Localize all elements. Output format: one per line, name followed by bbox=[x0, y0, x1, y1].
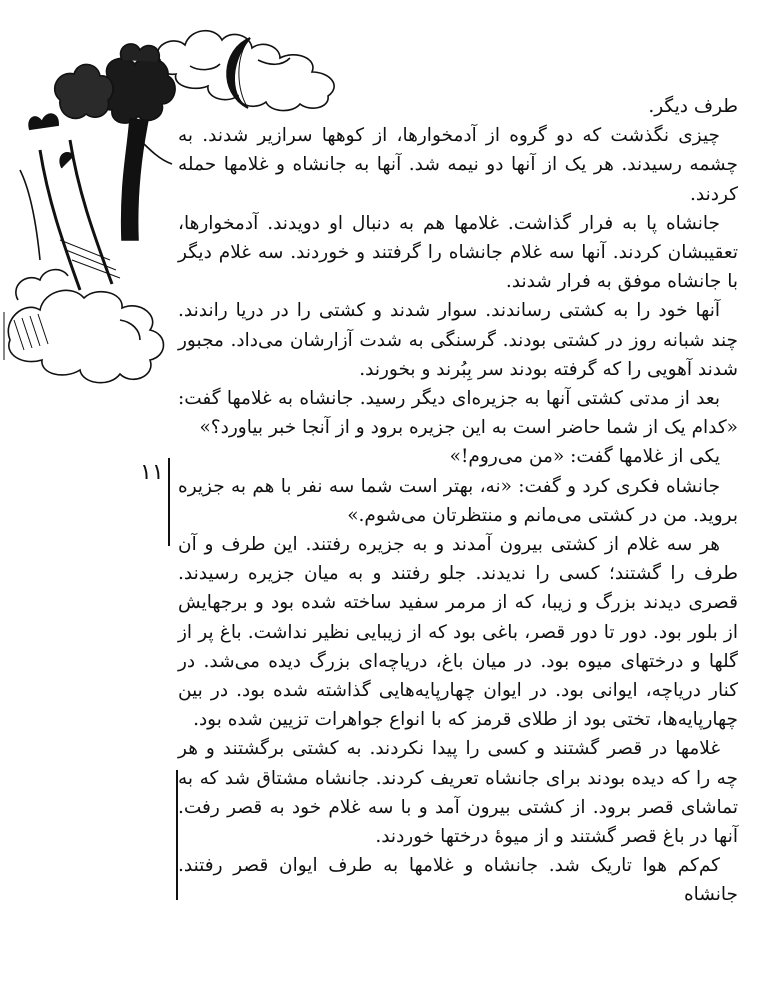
paragraph: چیزی نگذشت که دو گروه از آدمخوارها، از کوهها سرازیر شدند. به چشمه رسیدند. هر یک از آنها دو نیمه شد. آنها به جانشاه و غلامها حمله کردند. bbox=[178, 125, 738, 205]
paragraph: جانشاه پا به فرار گذاشت. غلامها هم به دنبال او دویدند. آدمخوارها، تعقیبشان کردند. آنها سه غلام جانشاه را گرفتند و خوردند. سه غلام دیگر با جانشاه موفق به فرار شدند. bbox=[178, 212, 738, 293]
paragraph: آنها خود را به کشتی رساندند. سوار شدند و کشتی را در دریا راندند. چند شبانه روز در کشتی بودند. گرسنگی به شدت آزارشان می‌داد. مجبور شدند آهویی را که گرفته بودند سر بِبُرند و بخورند. bbox=[178, 300, 738, 380]
page-number: ۱۱ bbox=[140, 460, 164, 485]
paragraph: طرف دیگر. bbox=[648, 96, 738, 117]
cloud-icon bbox=[4, 270, 164, 383]
story-text bbox=[178, 92, 738, 910]
paragraph: یکی از غلامها گفت: «من می‌روم!» bbox=[449, 446, 720, 468]
paragraph: هر سه غلام از کشتی بیرون آمدند و به جزیره رفتند. این طرف و آن طرف را گشتند؛ کسی را ندیدند. جلو رفتند و به میان جزیره رسیدند. قصری دیدند بزرگ و زیبا، که از مرمر سفید ساخته شده بود و برجهایش از بلور بود. دور تا دور قصر، باغی بود که از زیبایی نظیر نداشت. باغ پر از گلها و درختهای میوه بود. در میان باغ، دریاچه‌ای بزرگ دیده می‌شد. در کنار دریاچه، ایوانی بود. در ایوان چهارپایه‌هایی گذاشته شده بود. در بین چهارپایه‌ها، تختی بود از طلای قرمز که با انواع جواهرات تزیین شده بود. bbox=[178, 534, 738, 731]
paragraph: جانشاه فکری کرد و گفت: «نه، بهتر است شما سه نفر با هم به جزیره بروید. من در کشتی می‌مانم و منتظرتان می‌شوم.» bbox=[178, 475, 738, 526]
paragraph: بعد از مدتی کشتی آنها به جزیره‌ای دیگر رسید. جانشاه به غلامها گفت: «کدام یک از شما حاضر است به این جزیره برود و از آنجا خبر بیاورد؟» bbox=[178, 388, 738, 439]
margin-rule-upper bbox=[168, 458, 170, 546]
paragraph: کم‌کم هوا تاریک شد. جانشاه و غلامها به طرف ایوان قصر رفتند. جانشاه bbox=[178, 855, 738, 906]
trees-icon bbox=[20, 44, 175, 290]
paragraph: غلامها در قصر گشتند و کسی را پیدا نکردند. به کشتی برگشتند و هر چه را که دیده بودند برای جانشاه تعریف کردند. جانشاه مشتاق شد که به تماشای قصر برود. از کشتی بیرون آمد و با سه غلام خود به قصر رفت. آنها در باغ قصر گشتند و از میوهٔ درختها خوردند. bbox=[178, 738, 738, 848]
